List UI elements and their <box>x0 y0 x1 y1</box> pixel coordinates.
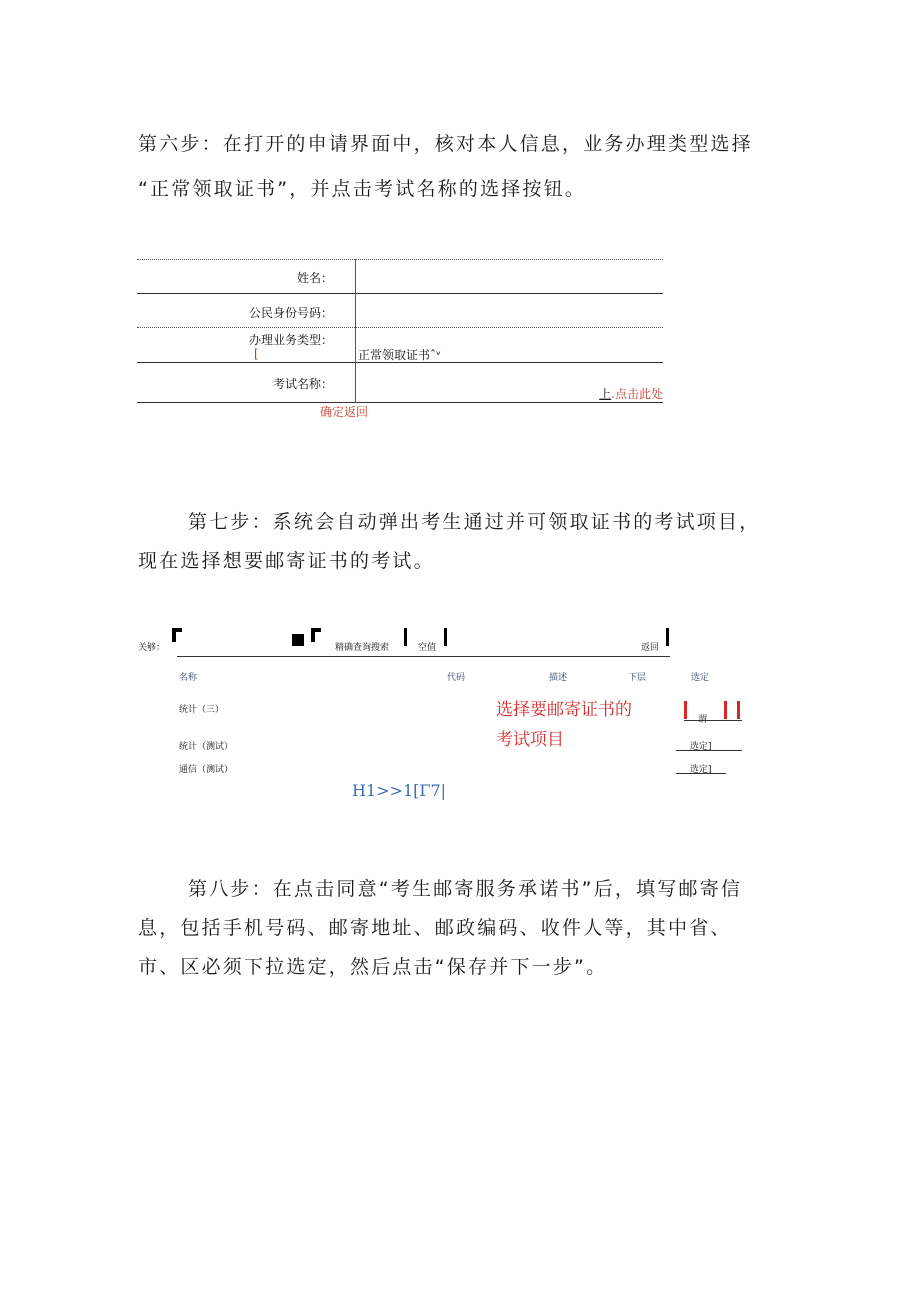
step6-line2: “正常领取证书”，并点击考试名称的选择按钮。 <box>138 178 587 200</box>
separator-bar <box>404 628 407 646</box>
step8-paragraph <box>138 871 742 985</box>
business-type-label: 办理业务类型： <box>248 333 333 347</box>
pagination[interactable]: H1>>1[Γ7| <box>352 781 447 800</box>
select-underline <box>676 773 726 774</box>
name-label: 姓名： <box>296 271 333 285</box>
step8-line3: 市、区必须下拉选定，然后点击“保存并下一步”。 <box>138 956 608 978</box>
step6-paragraph <box>138 126 753 207</box>
col-header-name: 名称 <box>179 673 198 683</box>
required-mark: [ <box>254 347 259 361</box>
click-prefix: 上 <box>599 387 612 401</box>
exam-select-link[interactable] <box>599 385 663 402</box>
dropdown-square-icon[interactable] <box>292 634 304 646</box>
col-header-desc: 描述 <box>549 673 568 683</box>
highlight-bar <box>724 701 727 719</box>
application-form <box>137 259 663 403</box>
select-underline <box>676 750 742 751</box>
annotation-line2: 考试项目 <box>496 730 564 750</box>
select-button-row2[interactable]: 选定] <box>690 742 712 752</box>
business-type-select[interactable]: 正常领取证书ˆᵛ <box>358 348 442 362</box>
table-row[interactable]: 统计（测试） <box>179 742 234 752</box>
col-header-sub: 下层 <box>628 673 647 683</box>
select-underline <box>684 720 742 721</box>
separator-bar <box>444 628 447 646</box>
select-button-row3[interactable]: 选定] <box>690 765 712 775</box>
col-header-select: 选定 <box>691 673 710 683</box>
step8-line1: 第八步：在点击同意“考生邮寄服务承诺书”后，填写邮寄信 <box>188 878 743 900</box>
back-button[interactable]: 返回 <box>641 643 660 653</box>
table-row[interactable]: 统计（三） <box>179 705 225 715</box>
highlight-bar <box>684 701 687 719</box>
annotation-line1: 选择要邮寄证书的 <box>496 700 632 720</box>
table-row[interactable]: 通信（测试） <box>179 765 234 775</box>
confirm-back-buttons[interactable]: 确定返回 <box>320 405 369 419</box>
highlight-bar <box>737 701 740 719</box>
query-input-left-bracket[interactable] <box>172 628 182 642</box>
separator-bar <box>666 628 669 646</box>
col-header-code: 代码 <box>447 673 466 683</box>
step7-line2: 现在选择想要邮寄证书的考试。 <box>138 550 435 572</box>
id-number-label: 公民身份号码： <box>248 306 333 320</box>
empty-value-button[interactable]: 空值 <box>418 643 437 653</box>
exact-search-button[interactable]: 精确查询搜索 <box>335 643 390 653</box>
step7-line1: 第七步：系统会自动弹出考生通过并可领取证书的考试项目， <box>188 511 761 533</box>
query-field-bracket[interactable] <box>311 628 321 642</box>
annotation-note <box>496 695 632 755</box>
select-button-row1[interactable]: 谓 <box>698 715 708 725</box>
step6-line1: 第六步：在打开的申请界面中，核对本人信息，业务办理类型选择 <box>138 133 753 155</box>
step7-paragraph <box>138 504 760 579</box>
query-label: 关够： <box>138 643 166 653</box>
step8-line2: 息，包括手机号码、邮寄地址、邮政编码、收件人等，其中省、 <box>138 917 732 939</box>
exam-name-label: 考试名称： <box>272 377 333 391</box>
click-here-text: .点击此处 <box>611 387 663 401</box>
